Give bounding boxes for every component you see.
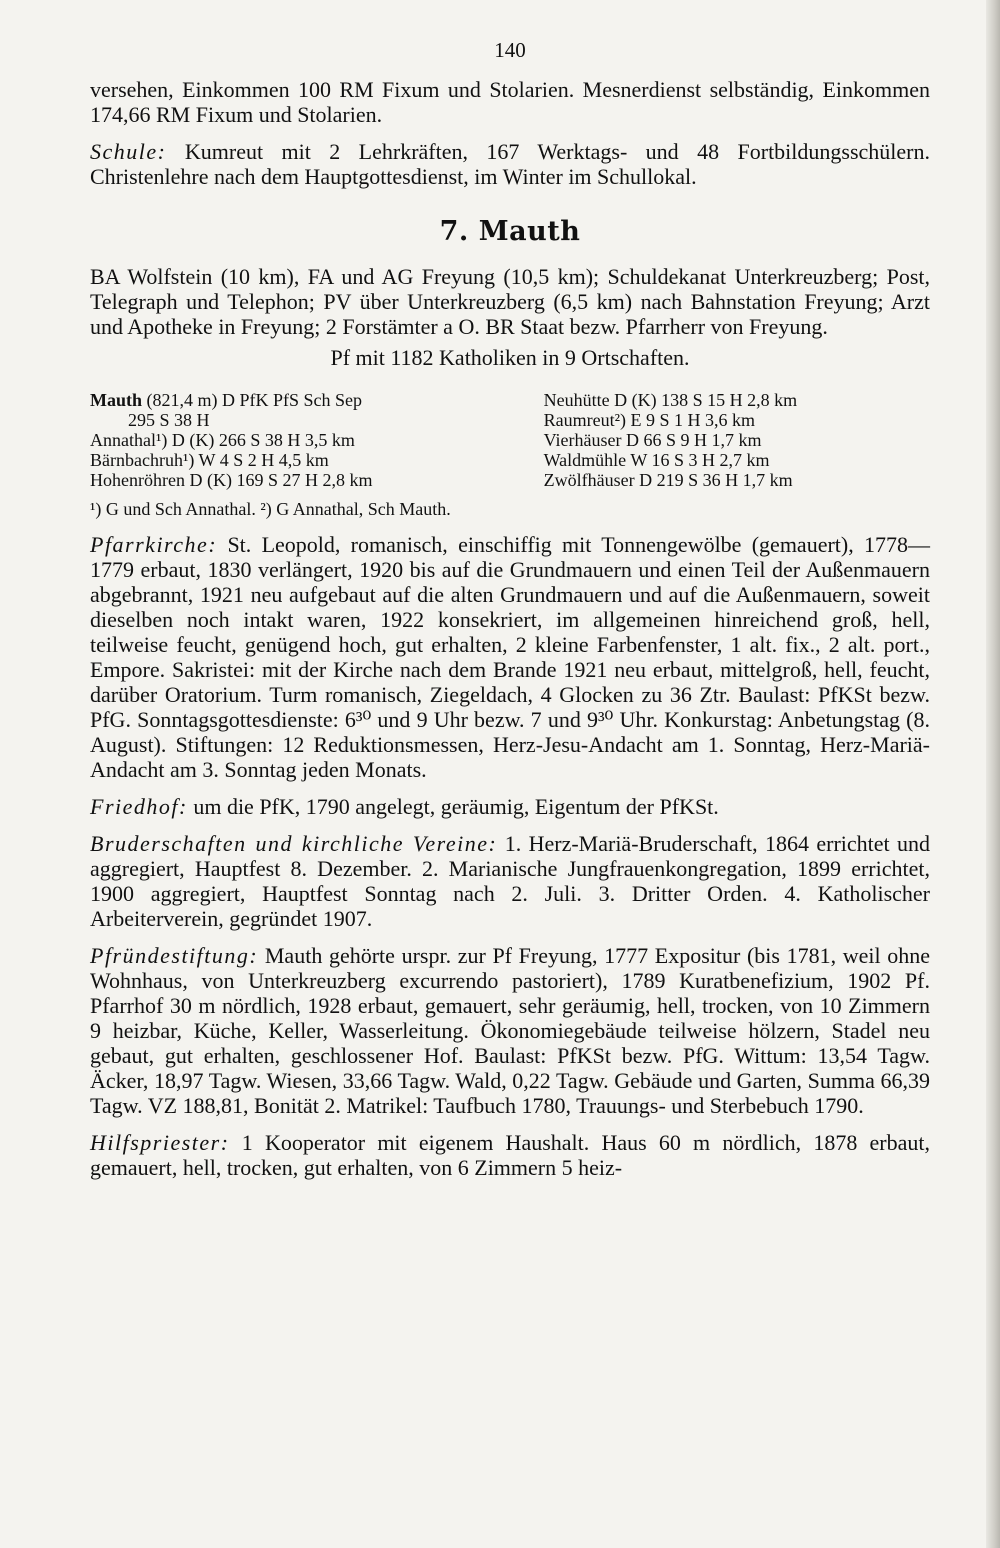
footnotes: ¹) G und Sch Annathal. ²) G Annathal, Sch Mauth. [90,499,451,519]
place-name-bold: Mauth [90,390,143,410]
place-details: 295 S 38 H [128,410,210,430]
parish-line: Pf mit 1182 Katholiken in 9 Ortschaften. [330,345,690,370]
pfruendestiftung-text: Mauth gehörte urspr. zur Pf Freyung, 1777 Expositur (bis 1781, weil ohne Wohnhaus, von Unterkreuzberg excurrendo pastoriert), 1789 Kuratbenefizium, 1902 Pf. Pfarrhof 30 m nördlich, 1928 erbaut, gemauert, sehr geräumig, hell, trocken, von 10 Zimmern 9 heizbar, Küche, Keller, Wasserleitung. Ökonomiegebäude teilweise hölzern, Stadel neu gebaut, gut erhalten, geschlossener Hof. Baulast: PfKSt bezw. PfG. Wittum: 13,54 Tagw. Äcker, 18,97 Tagw. Wiesen, 33,66 Tagw. Wald, 0,22 Tagw. Gebäude und Garten, Summa 66,39 Tagw. VZ 188,81, Bonität 2. Matrikel: Taufbuch 1780, Trauungs- und Sterbebuch 1790. [90,943,931,1118]
place-row [90,430,502,450]
hilfspriester-label: Hilfspriester: [90,1130,230,1155]
book-page [90,38,930,1180]
place-details: Bärnbachruh¹) W 4 S 2 H 4,5 km [90,450,329,470]
section-intro: BA Wolfstein (10 km), FA und AG Freyung (10,5 km); Schuldekanat Unterkreuzberg; Post, Telegraph und Telephon; PV über Unterkreuzberg (6,5 km) nach Bahnstation Freyung; Arzt und Apotheke in Freyung; 2 Forstämter a O. BR Staat bezw. Pfarrherr von Freyung. [90,264,930,339]
friedhof-paragraph [90,794,930,819]
places-table [90,390,930,490]
bruderschaften-label: Bruderschaften und kirchliche Vereine: [90,831,498,856]
section-title: 7. Mauth [439,216,581,247]
places-left-column [90,390,502,490]
place-row [90,470,502,490]
pfruendestiftung-paragraph [90,943,930,1118]
place-row: Zwölfhäuser D 219 S 36 H 1,7 km [543,470,793,490]
intro-continuation: versehen, Einkommen 100 RM Fixum und Stolarien. Mesnerdienst selbständig, Einkommen 174,66 RM Fixum und Stolarien. [90,77,930,127]
bruderschaften-text: 1. Herz-Mariä-Bruderschaft, 1864 errichtet und aggregiert, Hauptfest 8. Dezember. 2. Marianische Jungfrauenkongregation, 1899 errichtet, 1900 aggregiert, Hauptfest Sonntag nach 2. Juli. 3. Dritter Orden. 4. Katholischer Arbeiterverein, gegründet 1907. [90,831,931,931]
book-spine-shadow [986,0,1000,1548]
place-details: Annathal¹) D (K) 266 S 38 H 3,5 km [90,430,355,450]
friedhof-label: Friedhof: [90,794,188,819]
place-row: Waldmühle W 16 S 3 H 2,7 km [543,450,770,470]
page-number: 140 [494,38,526,62]
place-details: Hohenröhren D (K) 169 S 27 H 2,8 km [90,470,373,490]
places-right-column [544,390,930,490]
pfruendestiftung-label: Pfründestiftung: [90,943,259,968]
place-row: Raumreut²) E 9 S 1 H 3,6 km [543,410,755,430]
bruderschaften-paragraph [90,831,930,931]
friedhof-text: um die PfK, 1790 angelegt, geräumig, Eigentum der PfKSt. [193,794,719,819]
schule-text: Kumreut mit 2 Lehrkräften, 167 Werktags- und 48 Fortbildungsschülern. Christenlehre nach dem Hauptgottesdienst, im Winter im Schullokal. [90,139,930,189]
pfarrkirche-paragraph [90,532,930,782]
schule-label: Schule: [90,139,167,164]
pfarrkirche-label: Pfarrkirche: [90,532,218,557]
pfarrkirche-text: St. Leopold, romanisch, einschiffig mit Tonnengewölbe (gemauert), 1778—1779 erbaut, 1830 verlängert, 1920 bis auf die Grundmauern und einen Teil der Außenmauern abgebrannt, 1921 neu aufgebaut auf die alten Grundmauern und auf die Außenmauern, soweit dieselben noch intakt waren, 1922 konsekriert, im allgemeinen hinreichend groß, hell, teilweise feucht, genügend hoch, gut erhalten, 2 kleine Farbenfenster, 1 alt. fix., 2 alt. port., Empore. Sakristei: mit der Kirche nach dem Brande 1921 neu erbaut, mittelgroß, hell, feucht, darüber Oratorium. Turm romanisch, Ziegeldach, 4 Glocken zu 36 Ztr. Baulast: PfKSt bezw. PfG. Sonntagsgottesdienste: 6³⁰ und 9 Uhr bezw. 7 und 9³⁰ Uhr. Konkurstag: Anbetungstag (8. August). Stiftungen: 12 Reduktionsmessen, Herz-Jesu-Andacht am 1. Sonntag, Herz-Mariä-Andacht am 3. Sonntag jeden Monats. [90,532,930,782]
schule-paragraph [90,139,930,189]
place-row: Neuhütte D (K) 138 S 15 H 2,8 km [543,390,798,410]
place-row [90,390,502,410]
place-row [90,450,502,470]
hilfspriester-paragraph [90,1130,930,1180]
place-row [90,410,502,430]
place-row: Vierhäuser D 66 S 9 H 1,7 km [543,430,762,450]
place-details: (821,4 m) D PfK PfS Sch Sep [142,390,363,410]
hilfspriester-text: 1 Kooperator mit eigenem Haushalt. Haus 60 m nördlich, 1878 erbaut, gemauert, hell, trocken, gut erhalten, von 6 Zimmern 5 heiz- [90,1130,931,1180]
